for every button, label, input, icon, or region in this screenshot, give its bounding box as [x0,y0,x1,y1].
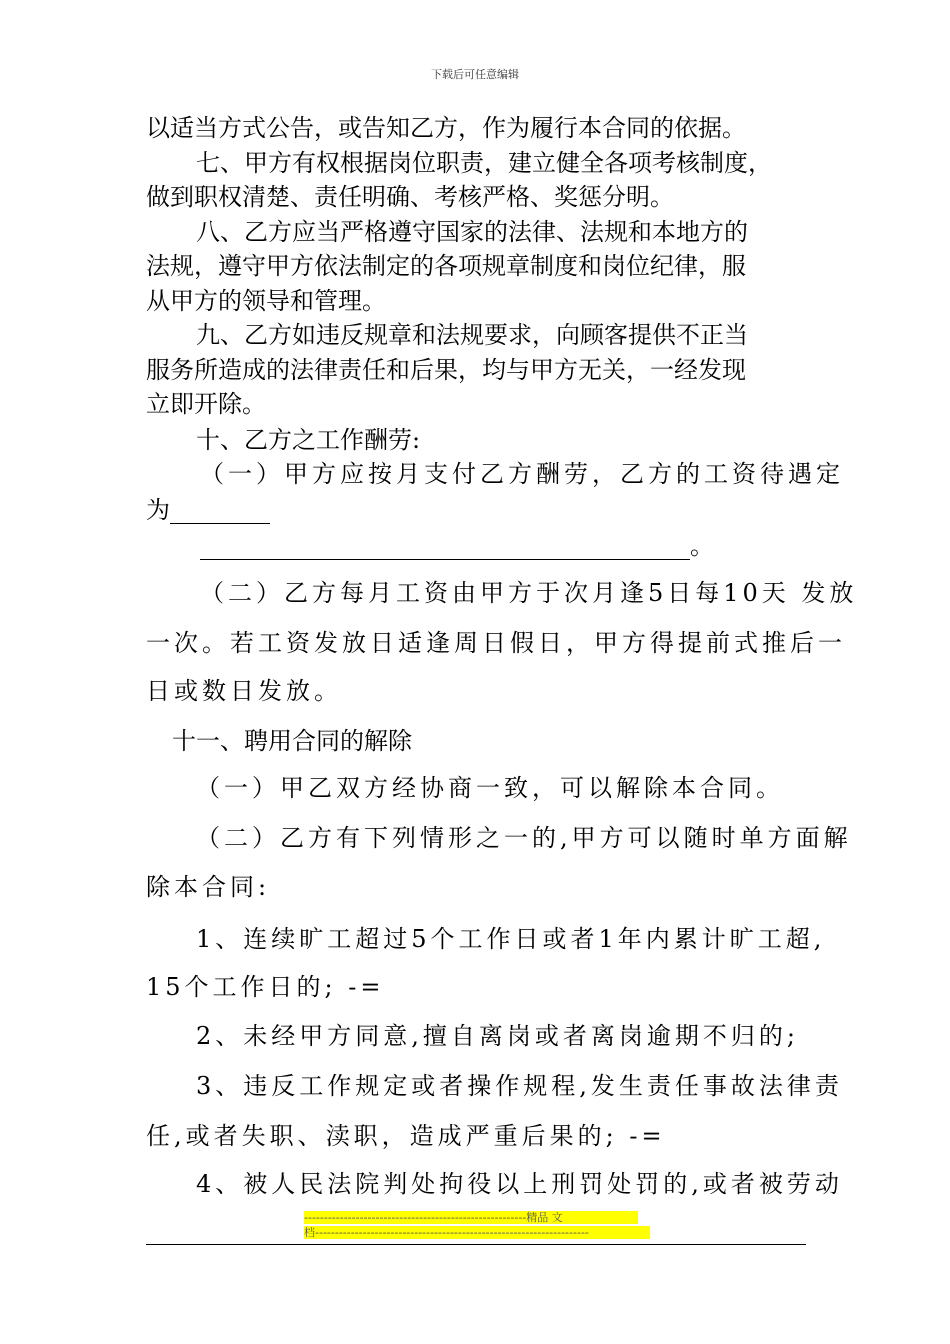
text-line: 十、乙方之工作酬劳: [196,426,421,454]
page-header: 下载后可任意编辑 [431,68,519,81]
text-line: 立即开除。 [146,390,266,418]
text-line: 从甲方的领导和管理。 [146,287,386,315]
text-line: 做到职权清楚、责任明确、考核严格、奖惩分明。 [146,183,674,211]
salary-line-2 [200,532,714,563]
text-line: 服务所造成的法律责任和后果，均与甲方无关，一经发现 [146,356,746,384]
text-line: 3、违反工作规定或者操作规程,发生责任事故法律责 [196,1072,843,1100]
text-line: （二）乙方每月工资由甲方于次月逢5日每10天 发放 [200,579,858,607]
salary-label: 为 [146,496,170,524]
text-line: 4、被人民法院判处拘役以上刑罚处罚的,或者被劳动 [196,1170,843,1198]
text-line: 日或数日发放。 [146,677,342,705]
text-line: 除本合同: [146,873,271,901]
footer-rule [146,1244,806,1245]
text-line: 七、甲方有权根据岗位职责，建立健全各项考核制度， [196,149,772,177]
section-heading: 十一、聘用合同的解除 [172,727,412,755]
salary-blank [170,499,270,524]
salary-blank-long [200,535,690,563]
text-line: 1、连续旷工超过5个工作日或者1年内累计旷工超, [196,925,826,953]
text-line: （一）甲乙双方经协商一致，可以解除本合同。 [196,774,784,802]
text-line: 任,或者失职、渎职，造成严重后果的; -= [146,1122,666,1150]
footer-highlight-2: 档--------------------------------------------------------------------- [304,1226,650,1239]
sentence-end: 。 [690,532,714,560]
footer-highlight-1: --------------------------------------------------------精品 文 [304,1211,638,1224]
text-line: 法规，遵守甲方依法制定的各项规章制度和岗位纪律，服 [146,252,746,280]
text-line: 以适当方式公告，或告知乙方，作为履行本合同的依据。 [146,114,746,142]
text-line: 八、乙方应当严格遵守国家的法律、法规和本地方的 [196,218,748,246]
text-line: 九、乙方如违反规章和法规要求，向顾客提供不正当 [196,321,748,349]
text-line: （一）甲方应按月支付乙方酬劳，乙方的工资待遇定 [200,460,844,488]
text-line: 2、未经甲方同意,擅自离岗或者离岗逾期不归的; [196,1022,799,1050]
text-line: 一次。若工资发放日适逢周日假日，甲方得提前式推后一 [146,629,846,657]
blank-mark: ＿ [200,535,224,563]
text-line: （二）乙方有下列情形之一的,甲方可以随时单方面解 [196,824,852,852]
salary-line [146,496,270,524]
text-line: 15个工作日的; -= [146,973,385,1001]
